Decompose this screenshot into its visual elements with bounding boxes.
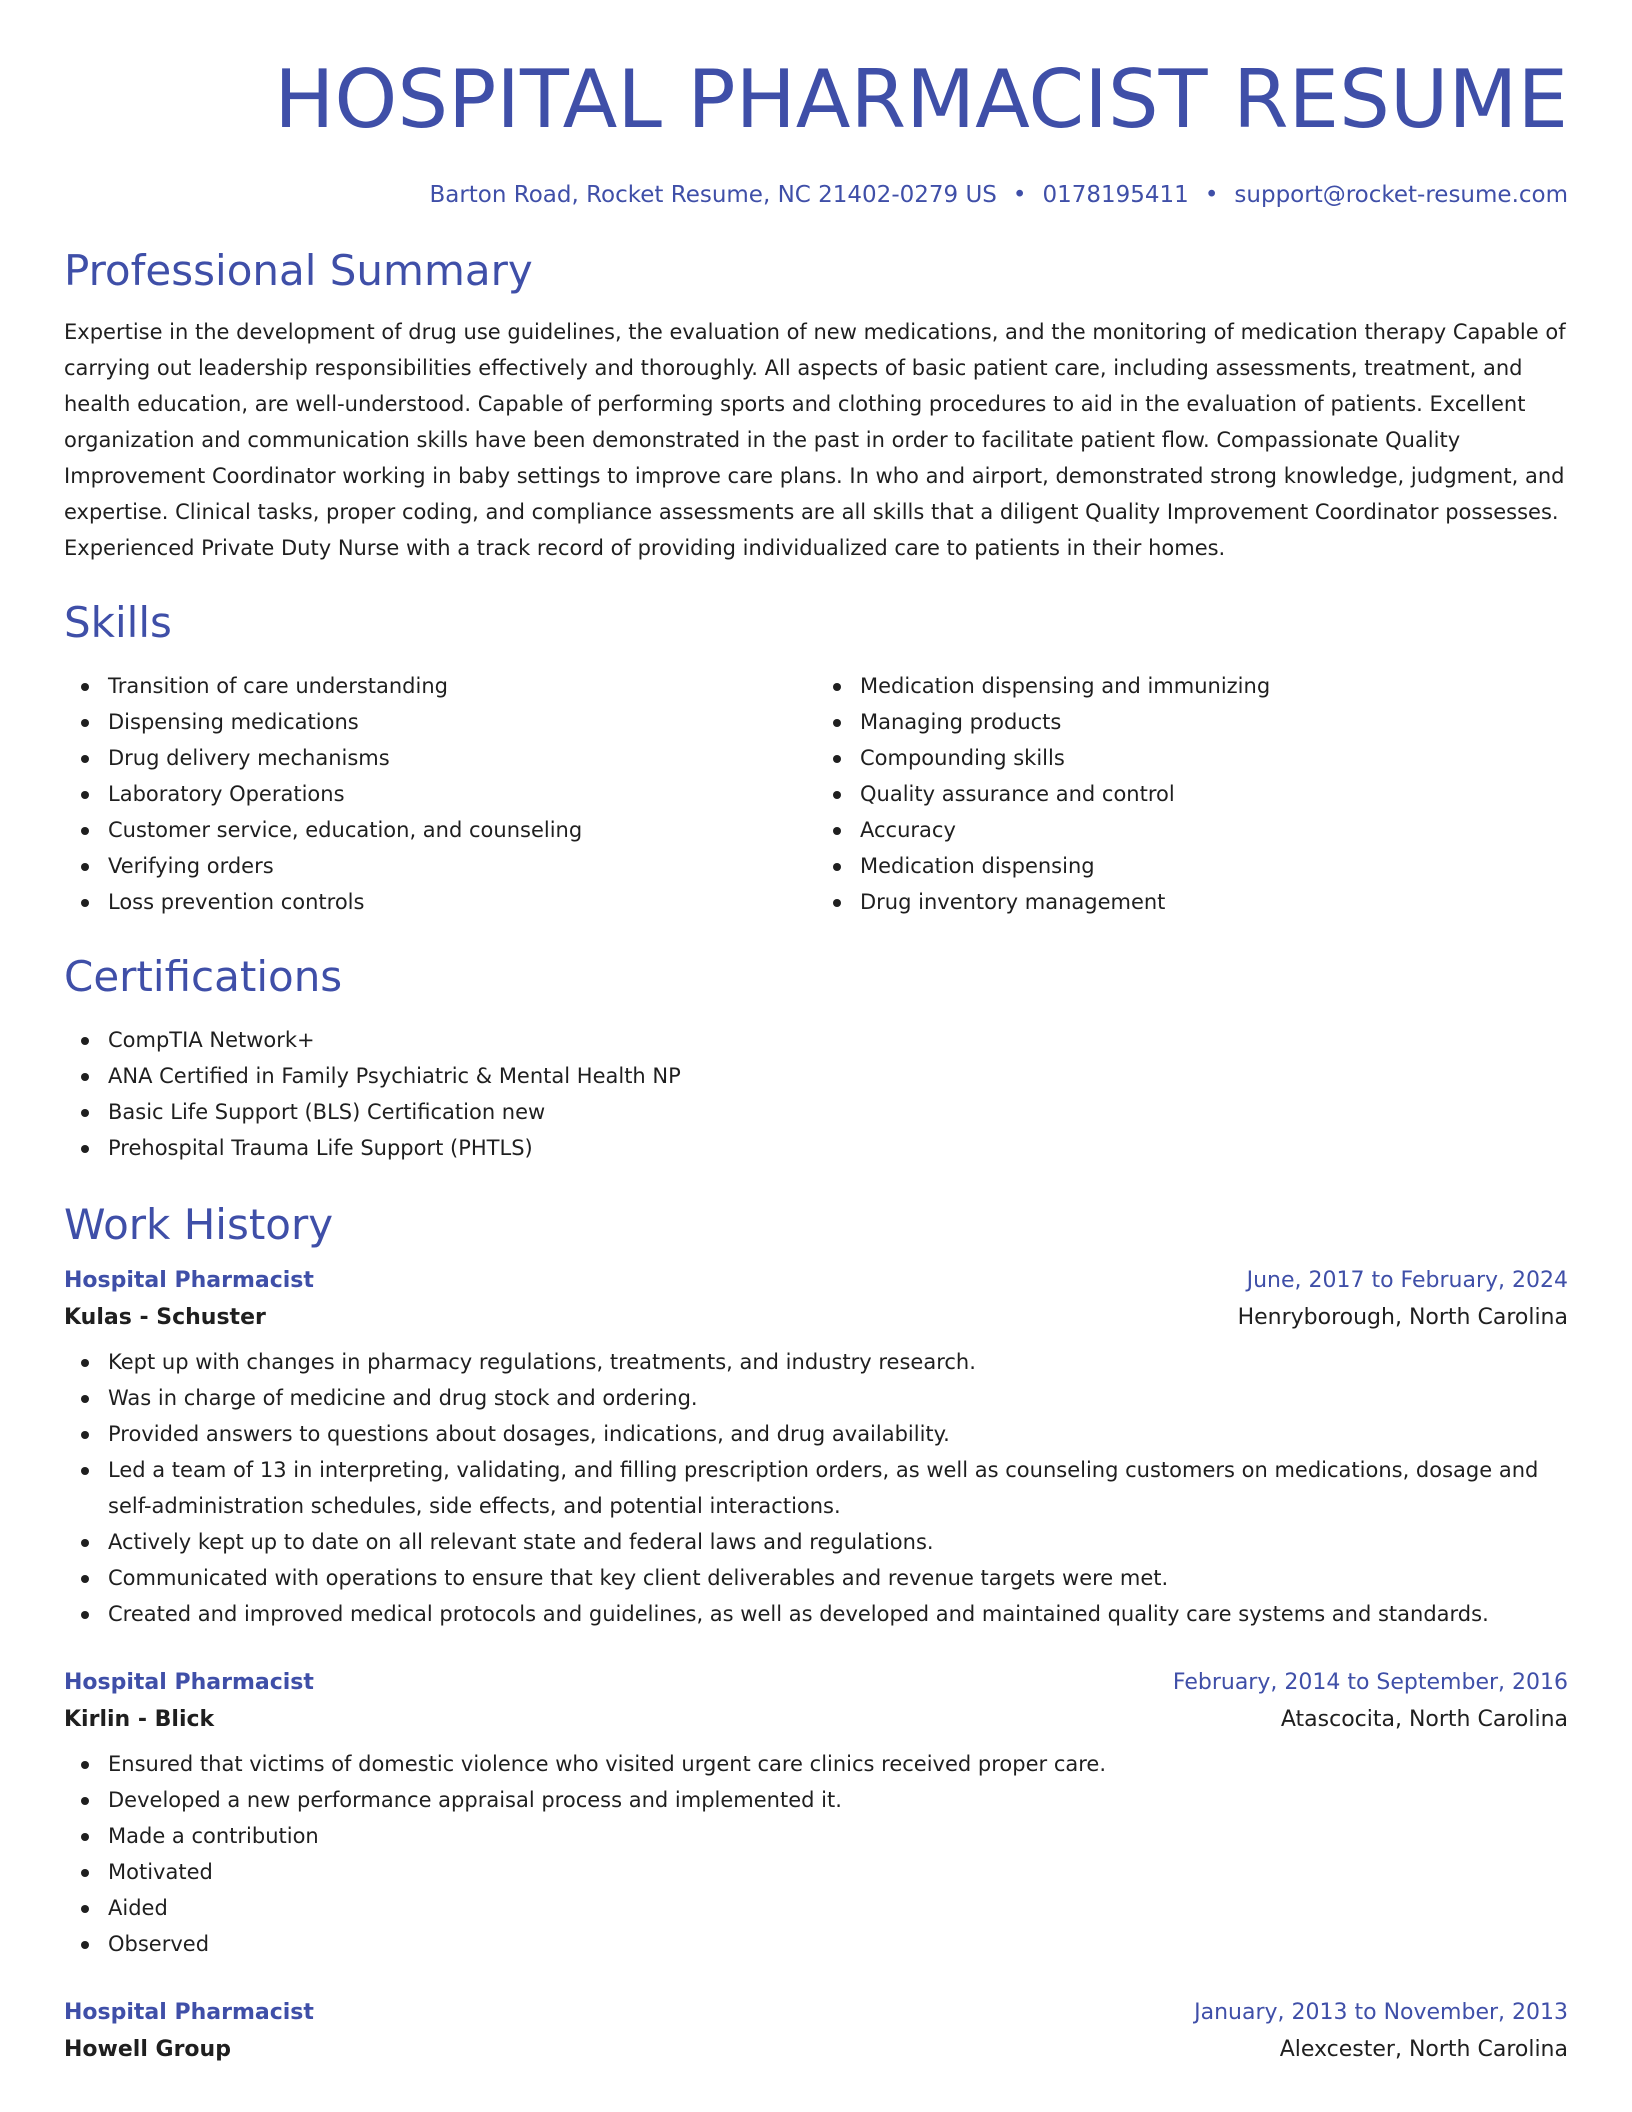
contact-separator: • <box>1204 182 1219 208</box>
contact-line <box>64 182 1568 208</box>
certifications-list <box>64 1022 1568 1166</box>
job-entry <box>64 2000 1568 2062</box>
job-header-row <box>64 2000 1568 2025</box>
skill-item: Accuracy <box>816 812 1568 848</box>
certification-item: Basic Life Support (BLS) Certification new <box>64 1094 1568 1130</box>
job-location: Alexcester, North Carolina <box>1279 2037 1568 2062</box>
skill-item: Transition of care understanding <box>64 668 816 704</box>
section-title-work-history: Work History <box>64 1200 334 1249</box>
job-duty-item: Communicated with operations to ensure that key client deliverables and revenue targets were met. <box>64 1560 1568 1596</box>
certification-item: ANA Certified in Family Psychiatric & Mental Health NP <box>64 1058 1568 1094</box>
job-duty-item: Ensured that victims of domestic violence who visited urgent care clinics received proper care. <box>64 1746 1568 1782</box>
skill-item: Verifying orders <box>64 848 816 884</box>
job-dates: June, 2017 to February, 2024 <box>1246 1268 1568 1293</box>
job-company: Kirlin - Blick <box>64 1707 215 1732</box>
job-duty-item: Kept up with changes in pharmacy regulations, treatments, and industry research. <box>64 1344 1568 1380</box>
job-duty-item: Created and improved medical protocols and guidelines, as well as developed and maintained quality care systems and standards. <box>64 1596 1568 1632</box>
skill-item: Dispensing medications <box>64 704 816 740</box>
job-header-row <box>64 1670 1568 1695</box>
job-duty-item: Led a team of 13 in interpreting, validating, and filling prescription orders, as well as counseling customers on medications, dosage and self-administration schedules, side effects, and potential interactions. <box>64 1452 1568 1524</box>
job-company: Howell Group <box>64 2037 231 2062</box>
job-duty-item: Made a contribution <box>64 1818 1568 1854</box>
skills-list-left <box>64 668 816 920</box>
job-location: Atascocita, North Carolina <box>1280 1707 1568 1732</box>
job-duty-item: Motivated <box>64 1854 1568 1890</box>
job-duty-item: Observed <box>64 1926 1568 1962</box>
job-duties-list <box>64 1746 1568 1962</box>
section-title-summary: Professional Summary <box>64 246 533 295</box>
skill-item: Quality assurance and control <box>816 776 1568 812</box>
job-duty-item: Developed a new performance appraisal process and implemented it. <box>64 1782 1568 1818</box>
job-location: Henryborough, North Carolina <box>1237 1305 1568 1330</box>
job-dates: February, 2014 to September, 2016 <box>1172 1670 1568 1695</box>
job-company-row <box>64 1305 1568 1330</box>
skill-item: Drug inventory management <box>816 884 1568 920</box>
job-entry <box>64 1268 1568 1632</box>
skills-list-right <box>816 668 1568 920</box>
certification-item: Prehospital Trauma Life Support (PHTLS) <box>64 1130 1568 1166</box>
job-duty-item: Aided <box>64 1890 1568 1926</box>
certification-item: CompTIA Network+ <box>64 1022 1568 1058</box>
job-header-row <box>64 1268 1568 1293</box>
job-company-row <box>64 2037 1568 2062</box>
job-title: Hospital Pharmacist <box>64 2000 314 2025</box>
contact-address: Barton Road, Rocket Resume, NC 21402-0279 US <box>429 182 997 208</box>
skill-item: Customer service, education, and counseling <box>64 812 816 848</box>
skills-column-right <box>816 668 1568 920</box>
job-title: Hospital Pharmacist <box>64 1670 314 1695</box>
job-company: Kulas - Schuster <box>64 1305 266 1330</box>
skills-grid <box>64 668 1568 920</box>
skill-item: Medication dispensing <box>816 848 1568 884</box>
contact-separator: • <box>1012 182 1027 208</box>
section-title-skills: Skills <box>64 598 172 647</box>
skill-item: Loss prevention controls <box>64 884 816 920</box>
job-duty-item: Provided answers to questions about dosages, indications, and drug availability. <box>64 1416 1568 1452</box>
job-company-row <box>64 1707 1568 1732</box>
contact-email[interactable]: support@rocket-resume.com <box>1234 182 1568 208</box>
resume-title: HOSPITAL PHARMACIST RESUME <box>274 53 1568 146</box>
skill-item: Drug delivery mechanisms <box>64 740 816 776</box>
job-entry <box>64 1670 1568 1962</box>
job-duties-list <box>64 1344 1568 1632</box>
contact-phone: 0178195411 <box>1042 182 1189 208</box>
job-duty-item: Actively kept up to date on all relevant state and federal laws and regulations. <box>64 1524 1568 1560</box>
job-dates: January, 2013 to November, 2013 <box>1194 2000 1568 2025</box>
skill-item: Managing products <box>816 704 1568 740</box>
section-title-certifications: Certifications <box>64 952 343 1001</box>
skill-item: Laboratory Operations <box>64 776 816 812</box>
skills-column-left <box>64 668 816 920</box>
job-duty-item: Was in charge of medicine and drug stock and ordering. <box>64 1380 1568 1416</box>
skill-item: Medication dispensing and immunizing <box>816 668 1568 704</box>
job-title: Hospital Pharmacist <box>64 1268 314 1293</box>
skill-item: Compounding skills <box>816 740 1568 776</box>
summary-text: Expertise in the development of drug use guidelines, the evaluation of new medications, and the monitoring of medication therapy Capable of carrying out leadership responsibilities effectively and thoroughly. All aspects of basic patient care, including assessments, treatment, and health education, are well-understood. Capable of performing sports and clothing procedures to aid in the evaluation of patients. Excellent organization and communication skills have been demonstrated in the past in order to facilitate patient flow. Compassionate Quality Improvement Coordinator working in baby settings to improve care plans. In who and airport, demonstrated strong knowledge, judgment, and expertise. Clinical tasks, proper coding, and compliance assessments are all skills that a diligent Quality Improvement Coordinator possesses. Experienced Private Duty Nurse with a track record of providing individualized care to patients in their homes. <box>64 320 1566 560</box>
